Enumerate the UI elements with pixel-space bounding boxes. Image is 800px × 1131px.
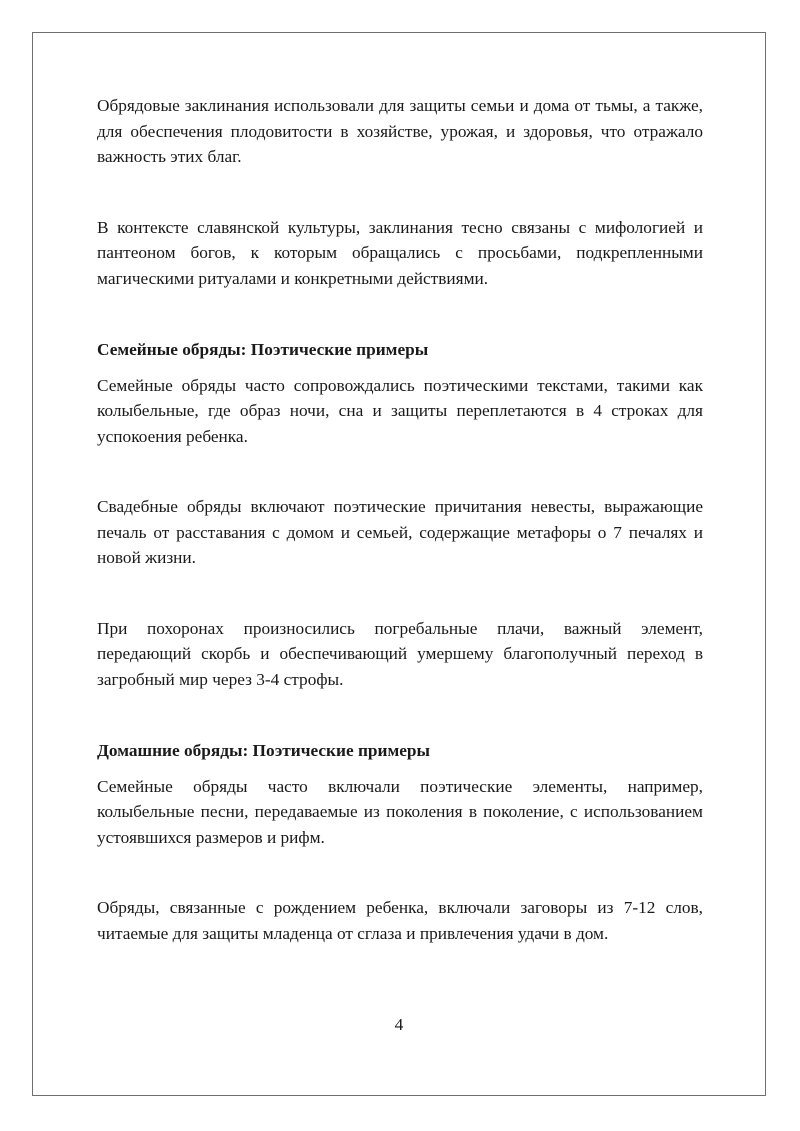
- paragraph-slavic-culture: В контексте славянской культуры, заклинания тесно связаны с мифологией и пантеоном богов, к которым обращались с просьбами, подкрепленными магическими ритуалами и конкретными действиями.: [97, 217, 703, 288]
- section-heading-home-rites: Домашние обряды: Поэтические примеры: [97, 741, 431, 760]
- page-number: 4: [394, 1015, 404, 1034]
- paragraph-wedding-rites: Свадебные обряды включают поэтические причитания невесты, выражающие печаль от расставания с домом и семьей, содержащие метафоры о 7 печалях и новой жизни.: [97, 497, 703, 567]
- section-heading-family-rites: Семейные обряды: Поэтические примеры: [97, 340, 429, 359]
- document-page: [32, 32, 766, 1096]
- paragraph-lullabies: Семейные обряды часто сопровождались поэтическими текстами, такими как колыбельные, где образ ночи, сна и защиты переплетаются в 4 строках для успокоения ребенка.: [97, 375, 703, 446]
- paragraph-lullaby-songs: Семейные обряды часто включали поэтические элементы, например, колыбельные песни, передаваемые из поколения в поколение, с использованием устоявшихся размеров и рифм.: [97, 776, 703, 847]
- paragraph-birth-rites: Обряды, связанные с рождением ребенка, включали заговоры из 7-12 слов, читаемые для защиты младенца от сглаза и привлечения удачи в дом.: [97, 898, 703, 943]
- page-content: [97, 93, 703, 946]
- paragraph-funeral-laments: При похоронах произносились погребальные плачи, важный элемент, передающий скорбь и обеспечивающий умершему благополучный переход в загробный мир через 3-4 строфы.: [97, 618, 703, 689]
- paragraph-ritual-spells: Обрядовые заклинания использовали для защиты семьи и дома от тьмы, а также, для обеспечения плодовитости в хозяйстве, урожая, и здоровья, что отражало важность этих благ.: [97, 96, 703, 166]
